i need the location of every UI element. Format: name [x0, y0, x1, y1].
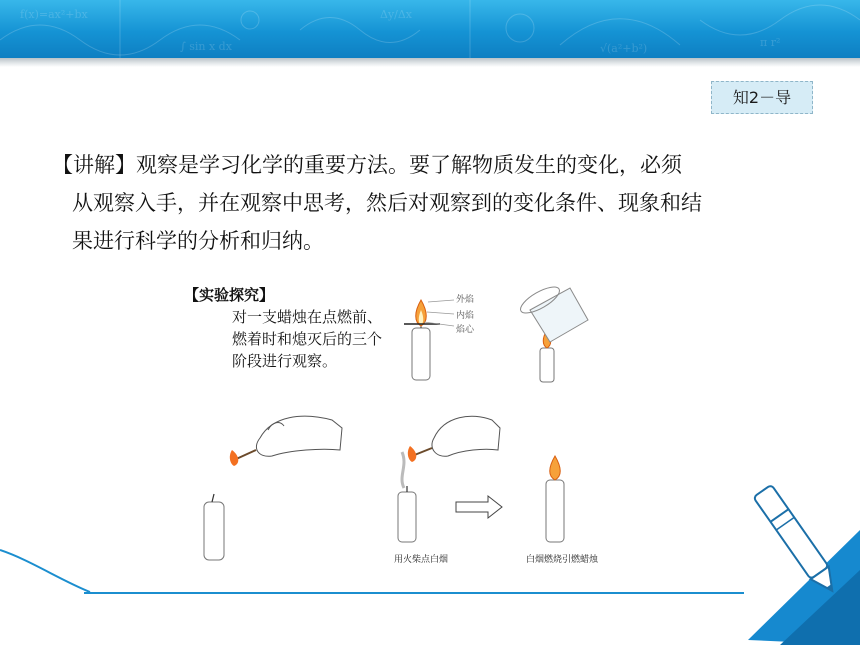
- section-tag: 知2－导: [711, 81, 813, 114]
- math-pattern-decoration: [0, 0, 860, 58]
- footer-line: [84, 592, 744, 594]
- pen-icon: [740, 470, 860, 645]
- header-banner: [0, 0, 860, 58]
- svg-text:Δy/Δx: Δy/Δx: [380, 8, 413, 21]
- flame-label-inner: 内焰: [456, 311, 475, 321]
- svg-text:π r²: π r²: [760, 36, 781, 49]
- caption-left: 用火柴点白烟: [394, 555, 449, 565]
- flame-label-core: 焰心: [456, 325, 475, 335]
- header-shadow: [0, 58, 860, 67]
- explanation-paragraph: [52, 146, 812, 260]
- svg-text:∫ sin x dx: ∫ sin x dx: [180, 40, 232, 53]
- candle-illustrations: [172, 280, 594, 570]
- candle-experiment-figure: [172, 280, 599, 570]
- relit-candle: [546, 456, 564, 542]
- experiment-text: 对一支蜡烛在点燃前、燃着时和熄灭后的三个阶段进行观察。: [232, 308, 383, 370]
- flame-label-outer: 外焰: [456, 295, 475, 305]
- paragraph-line-2: 从观察入手，并在观察中思考，然后对观察到的变化条件、现象和结: [72, 191, 702, 215]
- hand-match-middle: [398, 416, 500, 542]
- paragraph-line-3: 果进行科学的分析和归纳。: [72, 229, 324, 253]
- experiment-title: 【实验探究】: [184, 286, 275, 304]
- svg-text:√(a²+b²): √(a²+b²): [600, 42, 648, 55]
- paragraph-line-1: 【讲解】观察是学习化学的重要方法。要了解物质发生的变化，必须: [52, 153, 682, 177]
- candle-with-beaker: [517, 282, 588, 382]
- corner-wave-decoration: [0, 540, 120, 645]
- svg-text:f(x)=ax²+bx: f(x)=ax²+bx: [20, 8, 88, 21]
- lit-candle-zones: [404, 300, 454, 380]
- caption-right: 白烟燃烧引燃蜡烛: [526, 555, 599, 565]
- hand-match-left: [204, 416, 342, 560]
- arrow-icon: [456, 496, 502, 518]
